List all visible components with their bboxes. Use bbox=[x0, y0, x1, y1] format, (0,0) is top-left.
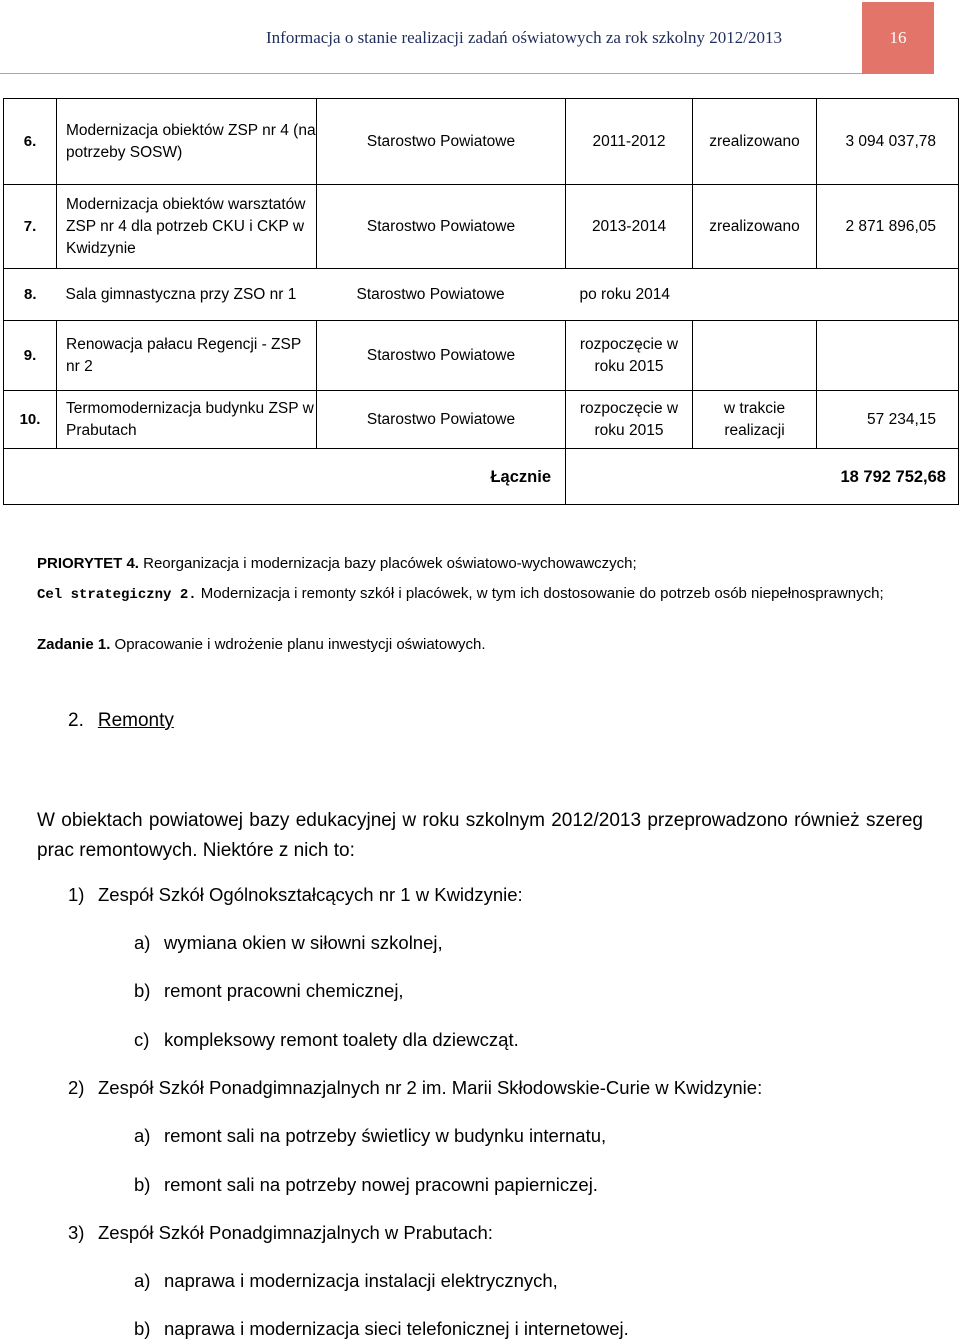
list-item-text: wymiana okien w siłowni szkolnej, bbox=[164, 932, 443, 953]
amount: 2 871 896,05 bbox=[817, 185, 959, 269]
list-marker: b) bbox=[134, 1318, 151, 1339]
task-name: Termomodernizacja budynku ZSP w Prabutach bbox=[57, 391, 317, 449]
intro-paragraph: W obiektach powiatowej bazy edukacyjnej w roku szkolnym 2012/2013 przeprowadzono również szereg prac remontowych. Niektóre z nich to: bbox=[37, 810, 923, 861]
period: 2013-2014 bbox=[566, 185, 693, 269]
task-name: Modernizacja obiektów ZSP nr 4 (na potrzeby SOSW) bbox=[57, 99, 317, 185]
list-item-text: Zespół Szkół Ponadgimnazjalnych nr 2 im. Marii Skłodowskie-Curie w Kwidzynie: bbox=[98, 1077, 763, 1098]
list-item bbox=[68, 884, 523, 906]
sub-list-item bbox=[134, 1270, 558, 1292]
sub-list-item bbox=[134, 1318, 629, 1340]
list-marker: 1) bbox=[68, 884, 85, 905]
sub-list-item bbox=[134, 1174, 598, 1196]
list-item-text: Zespół Szkół Ponadgimnazjalnych w Prabutach: bbox=[98, 1222, 493, 1243]
sub-list-item bbox=[134, 980, 404, 1002]
row-number: 8. bbox=[4, 269, 57, 321]
organizer: Starostwo Powiatowe bbox=[317, 321, 566, 391]
list-item-text: kompleksowy remont toalety dla dziewcząt. bbox=[164, 1029, 519, 1050]
task-label: Zadanie 1. bbox=[37, 636, 111, 653]
goal-text: Modernizacja i remonty szkół i placówek, w tym ich dostosowanie do potrzeb osób niepełnosprawnych; bbox=[196, 585, 884, 602]
status: w trakcie realizacji bbox=[693, 391, 817, 449]
list-marker: b) bbox=[134, 1174, 151, 1195]
row-number: 7. bbox=[4, 185, 57, 269]
table-row bbox=[4, 185, 959, 269]
table-row bbox=[4, 391, 959, 449]
list-item-text: remont pracowni chemicznej, bbox=[164, 980, 404, 1001]
priority-line bbox=[37, 555, 637, 572]
list-marker: c) bbox=[134, 1029, 150, 1050]
task-name: Sala gimnastyczna przy ZSO nr 1 bbox=[65, 285, 297, 303]
list-marker: a) bbox=[134, 932, 151, 953]
list-marker: b) bbox=[134, 980, 151, 1001]
table-total-row bbox=[4, 449, 959, 505]
status: zrealizowano bbox=[693, 185, 817, 269]
priority-label: PRIORYTET 4. bbox=[37, 555, 139, 572]
list-item bbox=[68, 1222, 493, 1244]
list-item-text: remont sali na potrzeby świetlicy w budynku internatu, bbox=[164, 1125, 607, 1146]
task-name: Renowacja pałacu Regencji - ZSP nr 2 bbox=[57, 321, 317, 391]
amount bbox=[817, 321, 959, 391]
organizer: Starostwo Powiatowe bbox=[317, 391, 566, 449]
amount: 3 094 037,78 bbox=[817, 99, 959, 185]
header-divider bbox=[0, 73, 862, 74]
row-number: 6. bbox=[4, 99, 57, 185]
merged-row-content bbox=[57, 269, 959, 321]
period: rozpoczęcie w roku 2015 bbox=[566, 321, 693, 391]
document-header-title: Informacja o stanie realizacji zadań oświatowych za rok szkolny 2012/2013 bbox=[266, 28, 782, 47]
sub-list-item bbox=[134, 1029, 519, 1051]
organizer: Starostwo Powiatowe bbox=[317, 185, 566, 269]
row-number: 9. bbox=[4, 321, 57, 391]
status bbox=[693, 321, 817, 391]
list-item-text: remont sali na potrzeby nowej pracowni papierniczej. bbox=[164, 1174, 598, 1195]
section-number: 2. bbox=[68, 710, 84, 731]
list-marker: a) bbox=[134, 1125, 151, 1146]
list-marker: 2) bbox=[68, 1077, 85, 1098]
sub-list-item bbox=[134, 1125, 606, 1147]
priority-text: Reorganizacja i modernizacja bazy placówek oświatowo-wychowawczych; bbox=[138, 555, 637, 572]
table-row bbox=[4, 321, 959, 391]
goal-label: Cel strategiczny 2. bbox=[37, 587, 197, 603]
list-item-text: Zespół Szkół Ogólnokształcących nr 1 w Kwidzynie: bbox=[98, 884, 523, 905]
list-marker: a) bbox=[134, 1270, 151, 1291]
task-text: Opracowanie i wdrożenie planu inwestycji oświatowych. bbox=[110, 636, 486, 653]
total-label: Łącznie bbox=[4, 449, 566, 505]
organizer: Starostwo Powiatowe bbox=[317, 99, 566, 185]
task-name: Modernizacja obiektów warsztatów ZSP nr 4 dla potrzeb CKU i CKP w Kwidzynie bbox=[57, 185, 317, 269]
period: rozpoczęcie w roku 2015 bbox=[566, 391, 693, 449]
investment-table bbox=[3, 98, 959, 505]
list-item bbox=[68, 1077, 762, 1099]
task-line bbox=[37, 636, 486, 653]
section-heading bbox=[68, 710, 174, 732]
row-number: 10. bbox=[4, 391, 57, 449]
list-marker: 3) bbox=[68, 1222, 85, 1243]
page-number-badge: 16 bbox=[862, 2, 934, 74]
section-title: Remonty bbox=[97, 710, 174, 731]
amount: 57 234,15 bbox=[817, 391, 959, 449]
table-row bbox=[4, 269, 959, 321]
period: po roku 2014 bbox=[579, 285, 670, 303]
total-value: 18 792 752,68 bbox=[566, 449, 959, 505]
goal-line bbox=[37, 582, 923, 607]
status: zrealizowano bbox=[693, 99, 817, 185]
list-item-text: naprawa i modernizacja instalacji elektrycznych, bbox=[164, 1270, 558, 1291]
period: 2011-2012 bbox=[566, 99, 693, 185]
organizer: Starostwo Powiatowe bbox=[356, 285, 505, 303]
list-item-text: naprawa i modernizacja sieci telefonicznej i internetowej. bbox=[164, 1318, 629, 1339]
table-row bbox=[4, 99, 959, 185]
sub-list-item bbox=[134, 932, 443, 954]
